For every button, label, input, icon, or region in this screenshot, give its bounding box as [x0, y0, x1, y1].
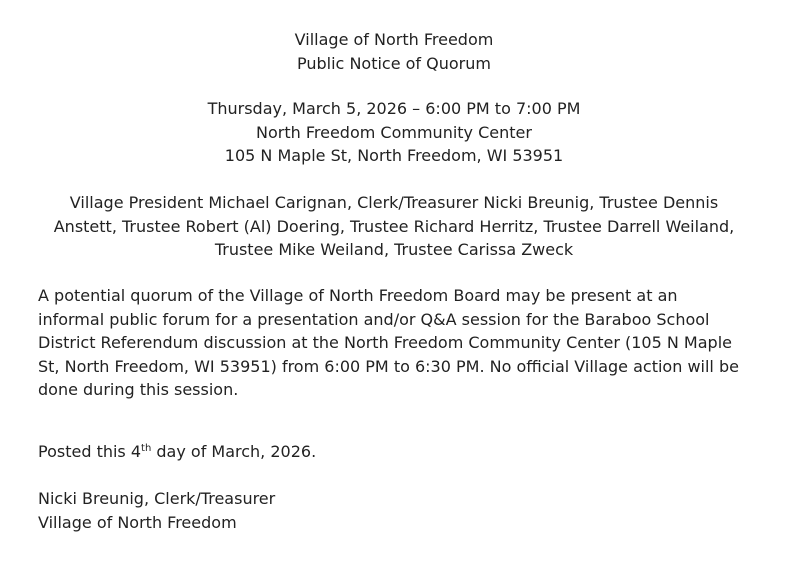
posted-date-line [38, 440, 768, 464]
village-name-heading: Village of North Freedom [294, 30, 494, 49]
notice-header [0, 28, 788, 75]
signature-block [38, 487, 768, 534]
notice-line-1: A potential quorum of the Village of North Freedom Board may be present at an [38, 286, 678, 305]
attendees-list [0, 191, 788, 262]
posted-date [38, 440, 768, 464]
attendees-line-2: Anstett, Trustee Robert (Al) Doering, Trustee Richard Herritz, Trustee Darrell Weiland, [53, 216, 735, 236]
attendees-line-1: Village President Michael Carignan, Clerk/Treasurer Nicki Breunig, Trustee Dennis [69, 193, 719, 212]
meeting-details [0, 97, 788, 168]
notice-line-5: done during this session. [38, 380, 239, 399]
signatory-organization: Village of North Freedom [38, 512, 237, 532]
attendees-line-3: Trustee Mike Weiland, Trustee Carissa Zweck [214, 240, 574, 259]
signatory-name: Nicki Breunig, Clerk/Treasurer [38, 489, 276, 508]
posted-prefix: Posted this 4 [38, 442, 142, 461]
notice-title: Public Notice of Quorum [297, 53, 491, 73]
posted-suffix: day of March, 2026. [151, 442, 317, 461]
notice-body [38, 284, 768, 402]
notice-line-4: St, North Freedom, WI 53951) from 6:00 PM to 6:30 PM. No official Village action will be [38, 356, 739, 376]
meeting-address: 105 N Maple St, North Freedom, WI 53951 [224, 146, 564, 165]
notice-line-2: informal public forum for a presentation and/or Q&A session for the Baraboo School [38, 309, 710, 329]
posted-ordinal-suffix: th [141, 443, 152, 454]
notice-line-3: District Referendum discussion at the North Freedom Community Center (105 N Maple [38, 333, 732, 352]
meeting-location: North Freedom Community Center [256, 122, 532, 142]
meeting-datetime: Thursday, March 5, 2026 – 6:00 PM to 7:00 PM [207, 99, 581, 118]
